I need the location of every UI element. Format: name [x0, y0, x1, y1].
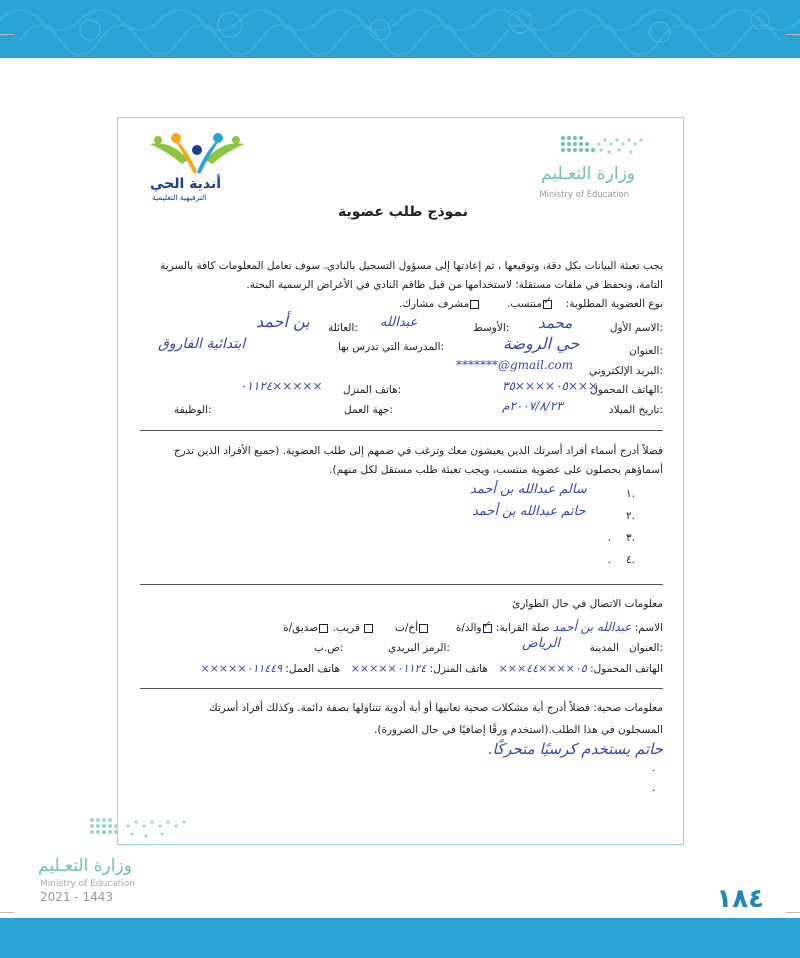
emergency-city-field[interactable]: الرياض: [522, 636, 561, 651]
footer-ministry-logo: [38, 814, 188, 904]
email-label: البريد الإلكتروني:: [588, 365, 663, 377]
home-phone-label: هاتف المنزل:: [343, 384, 402, 396]
family-member-number: ٤.: [626, 554, 635, 566]
emergency-name-row: [283, 620, 663, 634]
relation-relative-checkbox[interactable]: [364, 624, 373, 633]
ministry-dots-icon: [88, 814, 198, 846]
emergency-name-field[interactable]: عبدالله بن أحمد: [552, 620, 632, 634]
family-intro-line-2: أسماؤهم يحصلون على عضوية منتسب، ويجب تعبئة طلب مستقل لكل منهم).: [329, 464, 663, 476]
first-name-label: الاسم الأول:: [609, 322, 663, 334]
membership-supervisor-checkbox[interactable]: [470, 300, 479, 309]
email-field[interactable]: *******@gmail.com: [456, 358, 574, 372]
mobile-label: الهاتف المحمول:: [590, 384, 663, 396]
relation-parent-label: والد/ة: [455, 622, 482, 634]
form-title: نموذج طلب عضوية: [338, 204, 469, 220]
section-divider-2: [140, 584, 663, 585]
health-info-field[interactable]: حاتم يستخدم كرسيًا متحركًا.: [487, 740, 663, 758]
pattern-decoration: [0, 0, 800, 58]
family-name-label: العائلة:: [328, 322, 358, 334]
emergency-city-label: المدينة: [589, 642, 619, 654]
intro-line-1: يجب تعبئة البيانات بكل دقة، وتوقيعها ، ثم إعادتها إلى مسؤول التسجيل بالنادي. سوف تعامل المعلومات كافة بالسرية: [160, 260, 663, 272]
relation-parent-checkbox[interactable]: [483, 624, 492, 633]
emergency-work-field[interactable]: ٠١١٤٤٩×××××: [200, 662, 283, 675]
footer-ministry-name-en: Ministry of Education: [40, 879, 135, 889]
crop-mark: [786, 34, 800, 35]
club-logo: [142, 126, 252, 208]
emergency-address-label: العنوان:: [629, 642, 663, 654]
employer-label: جهة العمل:: [344, 404, 394, 416]
section-divider-1: [140, 430, 663, 431]
family-member-blank[interactable]: .: [607, 554, 611, 566]
health-info-line-2: المسجلون في هذا الطلب.(استخدم ورقًا إضافيًا في حال الضرورة).: [374, 724, 663, 736]
emergency-work-label: هاتف العمل:: [285, 663, 340, 675]
relation-friend-label: صديق/ة: [283, 622, 319, 634]
relation-sibling-label: أخ/ت: [395, 622, 419, 634]
job-label: الوظيفة:: [174, 404, 212, 416]
page-number: ١٨٤: [716, 884, 764, 914]
family-intro-line-1: فضلاً أدرج أسماء أفراد أسرتك الذين يعيشون معك وترغب في ضمهم إلى طلب العضوية. (جميع الأفراد الذين تدرج: [173, 445, 663, 457]
membership-form: [117, 117, 684, 845]
crop-mark: [786, 912, 800, 913]
top-banner: [0, 0, 800, 58]
emergency-title: معلومات الاتصال في حال الطوارئ: [512, 598, 663, 610]
family-member-number: ٢.: [626, 510, 635, 522]
mobile-field[interactable]: ٠٥××××٣٥×××: [502, 379, 599, 393]
intro-line-2: التامة، وتحفظ في ملفات مستقلة؛ لاستخدامها من قبل طاقم النادي في الأغراض الرسمية البحتة.: [246, 279, 663, 291]
po-box-label: ص.ب:: [314, 642, 344, 654]
birth-date-field[interactable]: ٢٠٠٧/٨/٢٣م: [502, 399, 563, 413]
address-label: العنوان:: [629, 345, 663, 357]
club-name-ar: أندية الحي: [150, 176, 222, 192]
middle-name-field[interactable]: عبدالله: [380, 315, 418, 330]
membership-affiliate-label: منتسب.: [506, 298, 542, 310]
family-member-blank[interactable]: .: [607, 532, 611, 544]
emergency-home-label: هاتف المنزل:: [429, 663, 488, 675]
birth-date-label: تاريخ الميلاد:: [608, 404, 663, 416]
emergency-mobile-label: الهاتف المحمول:: [590, 663, 663, 675]
family-member-number: ٣.: [626, 532, 635, 544]
postal-code-label: الرمز البريدي:: [388, 642, 450, 654]
ministry-name-en: Ministry of Education: [539, 190, 629, 200]
footer-year: 2021 - 1443: [40, 890, 114, 904]
membership-supervisor-label: مشرف مشارك.: [399, 298, 470, 310]
section-divider-3: [140, 688, 663, 689]
family-member-name[interactable]: حاتم عبدالله بن أحمد: [472, 504, 586, 519]
emergency-name-label: الاسم:: [634, 622, 663, 634]
home-phone-field[interactable]: ٠١١٢٤×××××: [240, 379, 323, 393]
crop-mark: [0, 912, 14, 913]
address-field[interactable]: حي الروضة: [503, 334, 580, 353]
people-emblem-icon: [142, 126, 252, 178]
relation-friend-checkbox[interactable]: [319, 624, 328, 633]
ministry-logo: [521, 128, 651, 208]
bottom-banner: [0, 918, 800, 958]
relation-sibling-checkbox[interactable]: [419, 624, 428, 633]
middle-name-label: الأوسط:: [473, 322, 510, 334]
ministry-dots-icon: [531, 130, 651, 164]
ministry-name-ar: وزارة التعـليم: [541, 164, 635, 184]
family-member-name[interactable]: سالم عبدالله بن أحمد: [470, 482, 587, 497]
emergency-home-field[interactable]: ٠١١٢٤×××××: [350, 662, 427, 675]
school-label: المدرسة التي تدرس بها:: [338, 341, 445, 353]
relation-relative-label: قريب.: [332, 622, 360, 634]
relation-label: صلة القرابة:: [495, 622, 550, 634]
emergency-phones-row: [201, 662, 664, 675]
club-subtitle: الترفيهية التعليمية: [152, 193, 207, 202]
health-blank-line[interactable]: .: [652, 762, 656, 774]
crop-mark: [0, 34, 14, 35]
membership-affiliate-checkbox[interactable]: [543, 300, 552, 309]
family-name-field[interactable]: بن أحمد: [256, 312, 310, 331]
emergency-mobile-field[interactable]: ٠٥××××٤٤×××: [498, 662, 587, 675]
health-blank-line[interactable]: .: [652, 782, 656, 794]
first-name-field[interactable]: محمد: [538, 314, 573, 332]
membership-type-label: نوع العضوية المطلوبة:: [565, 298, 663, 310]
school-field[interactable]: ابتدائية الفاروق: [158, 336, 246, 352]
membership-type-row: [399, 298, 663, 310]
family-member-number: ١.: [626, 488, 635, 500]
health-info-line-1: معلومات صحية: فضلاً أدرج أية مشكلات صحية تعانيها أو أية أدوية تتناولها بصفة دائمة. وكذلك أفراد أسرتك: [209, 702, 663, 714]
footer-ministry-name-ar: وزارة التعـليم: [38, 856, 132, 876]
